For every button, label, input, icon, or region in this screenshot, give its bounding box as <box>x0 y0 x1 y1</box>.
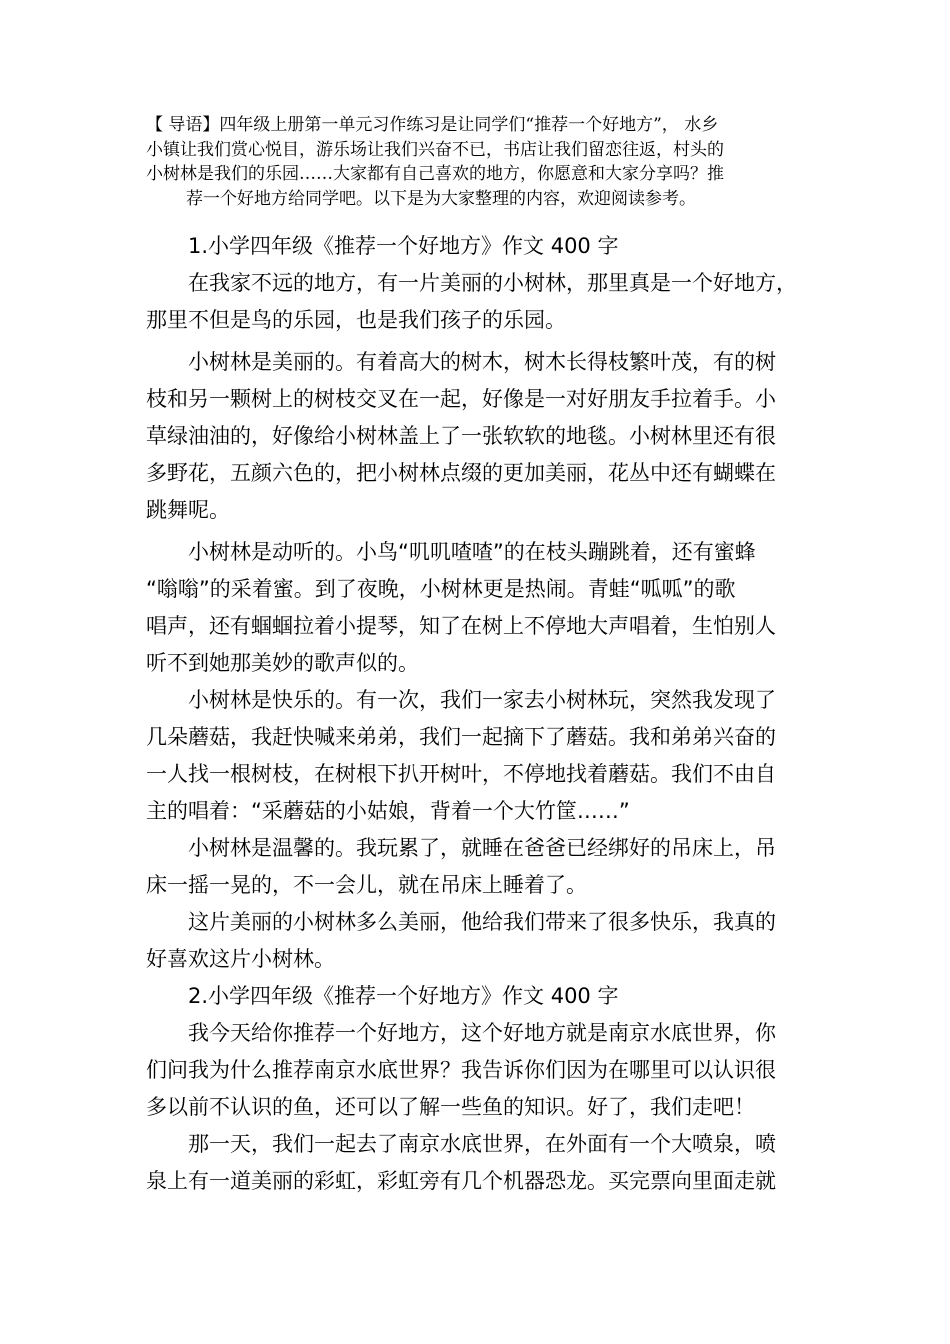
text-line: 主的唱着：“采蘑菇的小姑娘，背着一个大竹筐……” <box>146 799 630 823</box>
intro-line: 小镇让我们赏心悦目，游乐场让我们兴奋不已，书店让我们留恋往返，村头的 <box>146 139 724 160</box>
text-line: 这片美丽的小树林多么美丽，他给我们带来了很多快乐，我真的 <box>188 910 776 934</box>
text-line: 小树林是动听的。小鸟“叽叽喳喳”的在枝头蹦跳着，还有蜜蜂 <box>188 540 756 564</box>
text-line: 多以前不认识的鱼，还可以了解一些鱼的知识。好了，我们走吧！ <box>146 1095 755 1119</box>
text-line: 一人找一根树枝，在树根下扒开树叶，不停地找着蘑菇。我们不由自 <box>146 762 776 786</box>
text-line: 几朵蘑菇，我赶快喊来弟弟，我们一起摘下了蘑菇。我和弟弟兴奋的 <box>146 725 776 749</box>
text-line: 在我家不远的地方，有一片美丽的小树林，那里真是一个好地方， <box>188 271 797 295</box>
text-line: 们问我为什么推荐南京水底世界？我告诉你们因为在哪里可以认识很 <box>146 1058 776 1082</box>
text-line: 小树林是美丽的。有着高大的树木，树木长得枝繁叶茂，有的树 <box>188 350 776 374</box>
text-line: 听不到她那美妙的歌声似的。 <box>146 651 419 675</box>
text-line: 我今天给你推荐一个好地方，这个好地方就是南京水底世界，你 <box>188 1021 776 1045</box>
text-line: 好喜欢这片小树林。 <box>146 947 335 971</box>
text-line: 泉上有一道美丽的彩虹，彩虹旁有几个机器恐龙。买完票向里面走就 <box>146 1169 776 1193</box>
intro-line: 【 导语】四年级上册第一单元习作练习是让同学们“推荐一个好地方”， 水乡 <box>146 115 719 135</box>
text-line: 草绿油油的，好像给小树林盖上了一张软软的地毯。小树林里还有很 <box>146 424 776 448</box>
text-line: 唱声，还有蝈蝈拉着小提琴，知了在树上不停地大声唱着，生怕别人 <box>146 614 776 638</box>
text-line: “嗡嗡”的采着蜜。到了夜晚，小树林更是热闹。青蛙“呱呱”的歌 <box>146 577 736 601</box>
intro-line: 荐一个好地方给同学吧。以下是为大家整理的内容，欢迎阅读参考。 <box>186 188 696 209</box>
text-line: 床一摇一晃的，不一会儿，就在吊床上睡着了。 <box>146 873 587 897</box>
intro-paragraph <box>146 113 810 211</box>
article-body <box>146 228 826 1200</box>
text-line: 多野花，五颜六色的，把小树林点缀的更加美丽，花丛中还有蝴蝶在 <box>146 461 776 485</box>
intro-line: 小树林是我们的乐园……大家都有自己喜欢的地方，你愿意和大家分享吗？推 <box>146 164 724 184</box>
text-line: 小树林是温馨的。我玩累了，就睡在爸爸已经绑好的吊床上，吊 <box>188 836 776 860</box>
text-line: 小树林是快乐的。有一次，我们一家去小树林玩，突然我发现了 <box>188 688 776 712</box>
section-heading-1: 1.小学四年级《推荐一个好地方》作文 400 字 <box>188 234 619 258</box>
text-line: 那一天，我们一起去了南京水底世界，在外面有一个大喷泉，喷 <box>188 1132 776 1156</box>
text-line: 那里不但是鸟的乐园，也是我们孩子的乐园。 <box>146 308 566 332</box>
text-line: 枝和另一颗树上的树枝交叉在一起，好像是一对好朋友手拉着手。小 <box>146 387 776 411</box>
section-heading-2: 2.小学四年级《推荐一个好地方》作文 400 字 <box>188 984 619 1008</box>
text-line: 跳舞呢。 <box>146 498 230 522</box>
